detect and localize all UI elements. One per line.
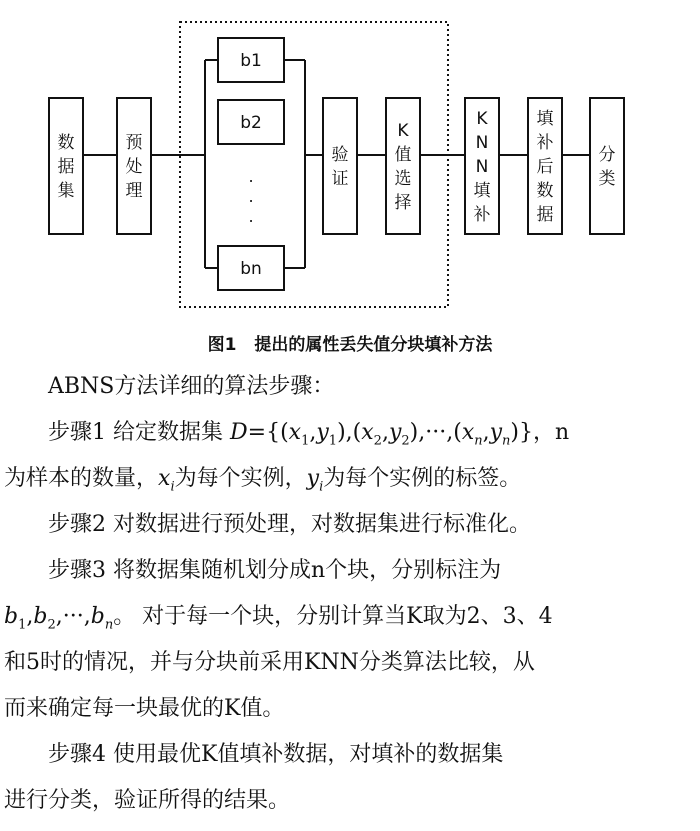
step1-line2: 为样本的数量，$x_i$为每个实例，$y_i$为每个实例的标签。 xyxy=(4,466,522,495)
preprocess-label: 预处理 xyxy=(125,133,143,201)
validate-label: 验证 xyxy=(331,145,349,189)
step3-line2: $b_1,b_2,\cdot\cdot\cdot,b_n$。 对于每一个块，分别计算当K取为2、3、4 xyxy=(4,604,553,633)
dataset-symbol: D xyxy=(230,420,248,445)
step4-line2: 进行分类，验证所得的结果。 xyxy=(4,788,291,813)
step4-line1: 步骤4 使用最优K值填补数据，对填补的数据集 xyxy=(48,742,504,767)
body-text xyxy=(4,364,684,824)
block-dots-3: . xyxy=(248,207,254,226)
block-dots-1: . xyxy=(248,167,254,186)
step2-line: 步骤2 对数据进行预处理，对数据集进行标准化。 xyxy=(48,512,531,537)
block-bn-label: bn xyxy=(240,259,262,279)
step3-line4: 而来确定每一块最优的K值。 xyxy=(4,696,285,721)
intro-line: ABNS方法详细的算法步骤： xyxy=(48,374,335,399)
figure-caption xyxy=(0,330,700,355)
k-select-label: K 值选择 xyxy=(394,121,412,213)
block-b2-label: b2 xyxy=(240,113,262,133)
block-dots-2: . xyxy=(248,187,254,206)
step1-tail: ，n xyxy=(533,420,570,445)
filled-data-label: 填补后数据 xyxy=(536,109,554,225)
figure-title: 提出的属性丢失值分块填补方法 xyxy=(254,335,493,355)
k-select-box xyxy=(386,98,420,234)
step3-line1: 步骤3 将数据集随机划分成n个块，分别标注为 xyxy=(48,558,502,583)
step1-head: 步骤1 给定数据集 xyxy=(48,420,223,445)
classify-box xyxy=(590,98,624,234)
flow-diagram xyxy=(0,0,700,325)
step3-line3: 和5时的情况，并与分块前采用KNN分类算法比较，从 xyxy=(4,650,535,675)
figure-label: 图1 xyxy=(207,335,237,355)
step1-line1: 步骤1 给定数据集 $D=\{(x_1,y_1),(x_2,y_2),\cdot\cdot\cdot,(x_n,y_n)\}$，n xyxy=(48,420,570,449)
validate-box xyxy=(323,98,357,234)
knn-fill-label: K N N 填补 xyxy=(473,109,491,225)
input-label: 数据集 xyxy=(57,133,75,201)
classify-label: 分类 xyxy=(598,145,616,189)
block-b1-label: b1 xyxy=(240,51,262,71)
